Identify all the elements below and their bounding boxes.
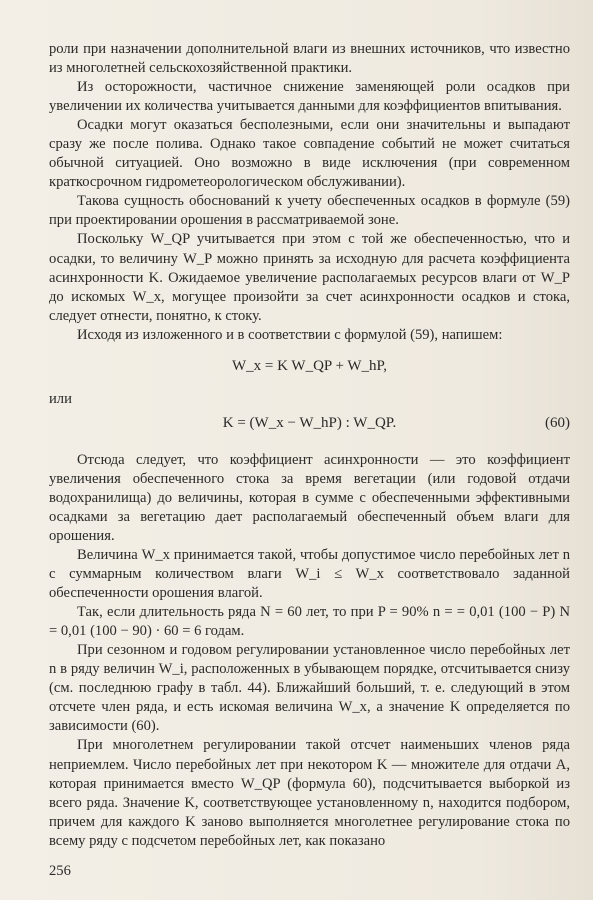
paragraph: Из осторожности, частичное снижение заменяющей роли осадков при увеличении их количества учитывается данными для коэффициентов впитывания. <box>49 79 570 115</box>
paragraph: Поскольку W_QP учитывается при этом с той же обеспеченностью, что и осадки, то величину W_P можно принять за исходную для расчета коэффициента асинхронности K. Ожидаемое увеличение располагаемых ресурсов влаги от W_P до искомых W_x, могущее произойти за счет асинхронности осадков и стока, следует отнести, понятно, к стоку. <box>49 231 570 324</box>
paragraph: Осадки могут оказаться бесполезными, если они значительны и выпадают сразу же после полива. Однако такое совпадение событий не может считаться обычной ситуацией. Оно возможно в виде исключения (при современном краткосрочном гидрометеорологическом обслуживании). <box>49 117 570 191</box>
page-number: 256 <box>49 863 71 879</box>
equation-number: (60) <box>545 414 570 431</box>
paragraph: роли при назначении дополнительной влаги из внешних источников, что известно из многолетней сельскохозяйственной практики. <box>49 41 570 77</box>
paragraph: Исходя из изложенного и в соответствии с формулой (59), напишем: <box>77 326 503 343</box>
paragraph: Так, если длительность ряда N = 60 лет, то при P = 90% n = = 0,01 (100 − P) N = 0,01 (100 − 90) · 60 = 6 годам. <box>49 604 570 640</box>
paragraph: Величина W_x принимается такой, чтобы допустимое число перебойных лет n с суммарным количеством влаги W_i ≤ W_x соответствовало заданной обеспеченности орошения влагой. <box>49 546 570 602</box>
paragraph: Такова сущность обоснований к учету обеспеченных осадков в формуле (59) при проектировании орошения в рассматриваемой зоне. <box>49 193 570 229</box>
paragraph: При многолетнем регулировании такой отсчет наименьших членов ряда неприемлем. Число перебойных лет при некотором K — множителе для отдачи A, которая принимается вместо W_QP (формула 60), подсчитывается выборкой из всего ряда. Значение K, соответствующее установленному n, находится подбором, причем для каждого K заново выполняется многолетнее регулирование стока по всему ряду с подсчетом перебойных лет, как показано <box>49 737 570 849</box>
formula-60 <box>49 410 570 451</box>
paragraph: При сезонном и годовом регулировании установленное число перебойных лет n в ряду величин W_i, расположенных в убывающем порядке, отсчитывается снизу (см. последнюю графу в табл. 44). Ближайший больший, т. е. следующий в этом отсчете член ряда, и есть искомая величина W_x, а значение K определяется по зависимости (60). <box>49 642 570 735</box>
paragraph: Отсюда следует, что коэффициент асинхронности — это коэффициент увеличения обеспеченного стока за время вегетации (или годовой отдачи водохранилища) до величины, которая в сумме с обеспеченными эффективными осадками за вегетацию дает располагаемый обеспеченный объем влаги для орошения. <box>49 451 570 544</box>
connector-word: или <box>49 390 72 407</box>
formula-k: K = (W_x − W_hP) : W_QP. <box>222 414 397 431</box>
formula-wx: W_x = K W_QP + W_hP, <box>232 357 387 374</box>
body-text <box>49 40 570 851</box>
